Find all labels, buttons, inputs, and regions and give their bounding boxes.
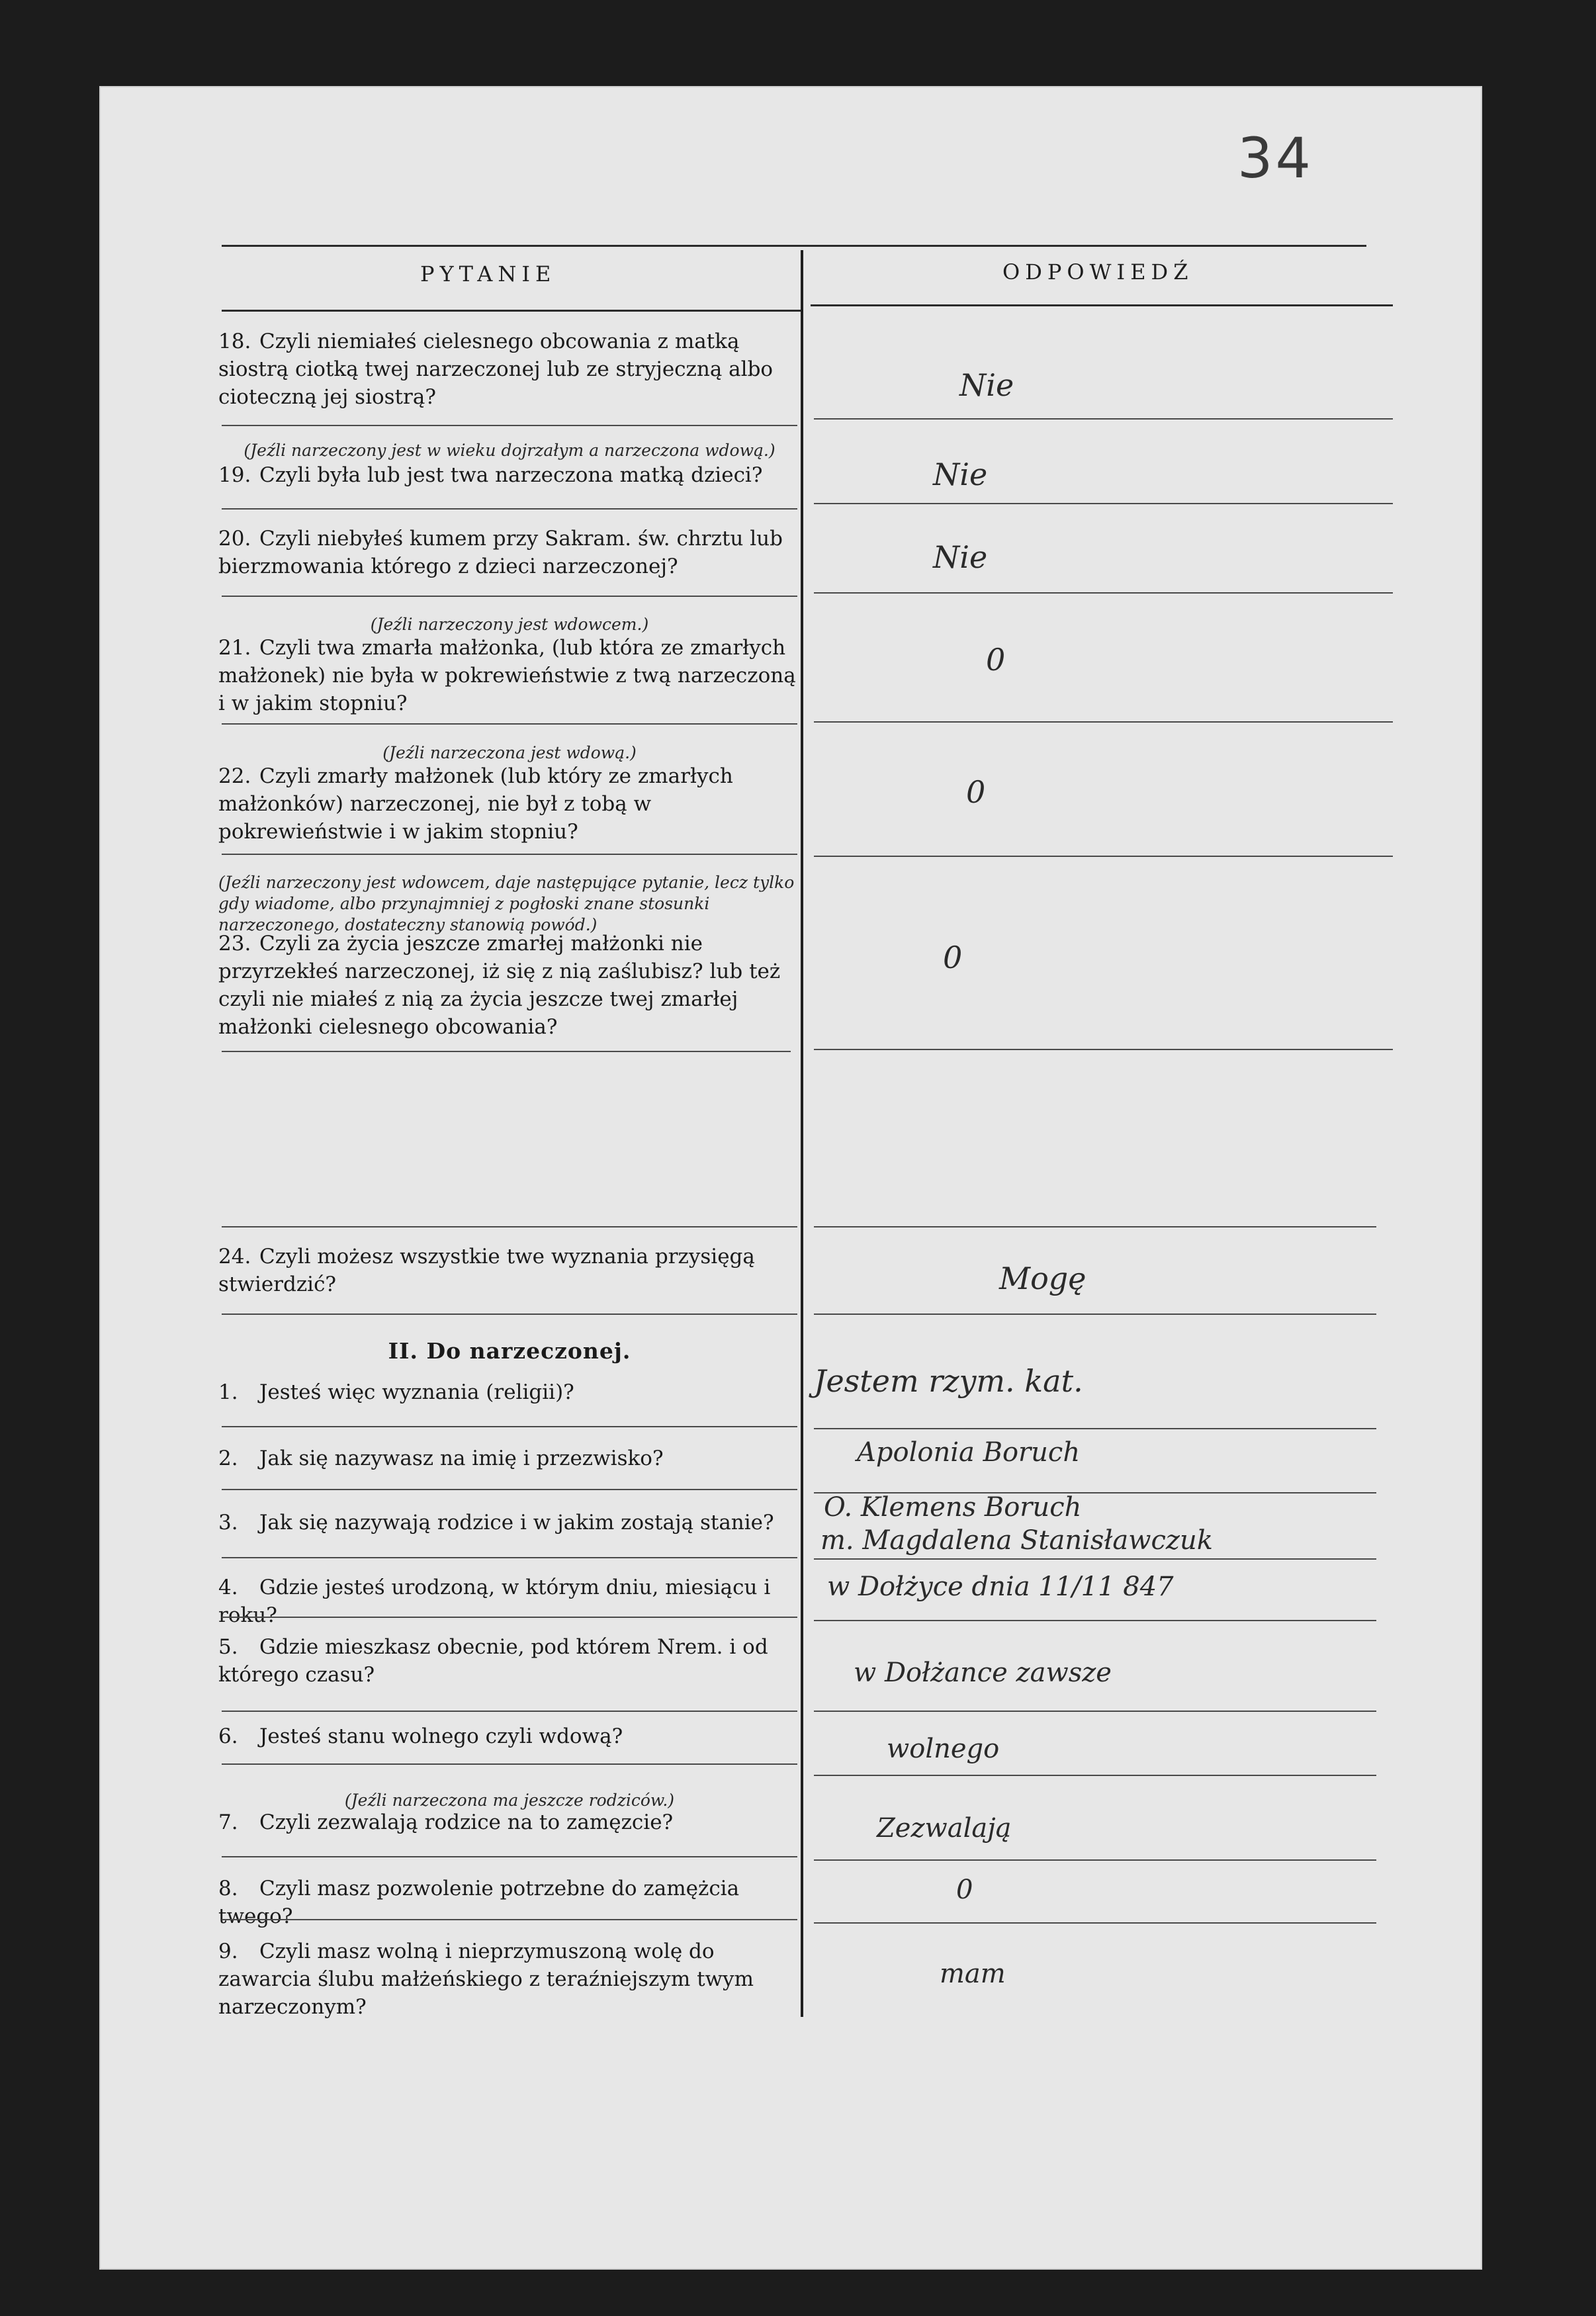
row-rule [814, 1711, 1376, 1712]
row-rule [222, 854, 797, 855]
row-rule [814, 1775, 1376, 1776]
question-text: Czyli zmarły małżonek (lub który ze zmarłych małżonków) narzeczonej, nie był z tobą w pokrewieństwie i w jakim stopniu? [218, 764, 733, 844]
answer-ii-3-mother: m. Magdalena Stanisławczuk [820, 1525, 1213, 1556]
row-rule [222, 1856, 797, 1857]
question-number: 23. [218, 932, 251, 956]
row-rule [222, 1557, 797, 1558]
question-number: 8. [218, 1877, 238, 1900]
row-rule [814, 1314, 1376, 1315]
question-text: Gdzie jesteś urodzoną, w którym dniu, miesiącu i roku? [218, 1576, 771, 1627]
question-text: Jak się nazywają rodzice i w jakim zostają stanie? [259, 1511, 774, 1535]
answer-ii-5: w Dołżance zawsze [854, 1658, 1112, 1688]
answer-ii-9: mam [940, 1959, 1006, 1989]
question-ii-7-note: (Jeźli narzeczona ma jeszcze rodziców.) [344, 1791, 675, 1810]
row-rule [222, 596, 797, 597]
answer-20: Nie [933, 539, 988, 575]
header-top-rule [222, 245, 1366, 247]
question-ii-3 [218, 1509, 801, 1537]
question-text: Czyli za życia jeszcze zmarłej małżonki nie przyrzekłeś narzeczonej, iż się z nią zaślubisz? lub też czyli nie miałeś z nią za życia jeszcze twej zmarłej małżonki cielesnego obcowania? [218, 932, 781, 1039]
question-text: Czyli była lub jest twa narzeczona matką dzieci? [259, 463, 763, 487]
question-ii-9 [218, 1937, 801, 2021]
answer-column-header: ODPOWIEDŹ [1002, 259, 1194, 285]
question-number: 1. [218, 1380, 238, 1404]
row-rule [222, 1051, 791, 1052]
question-number: 2. [218, 1447, 238, 1470]
question-number: 22. [218, 764, 251, 788]
question-text: Gdzie mieszkasz obecnie, pod którem Nrem. i od którego czasu? [218, 1635, 768, 1687]
row-rule [814, 503, 1393, 504]
answer-ii-4: w Dołżyce dnia 11/11 847 [827, 1572, 1174, 1602]
row-rule [814, 1428, 1376, 1429]
question-21 [218, 634, 801, 717]
question-19 [218, 461, 801, 489]
answer-21: 0 [986, 642, 1006, 678]
question-number: 5. [218, 1635, 238, 1659]
row-rule [814, 1859, 1376, 1861]
question-number: 3. [218, 1511, 238, 1535]
column-divider [801, 250, 803, 2017]
row-rule [814, 1558, 1376, 1560]
answer-24: Mogę [999, 1261, 1086, 1296]
question-22-note: (Jeźli narzeczona jest wdową.) [382, 743, 637, 762]
question-ii-1 [218, 1378, 801, 1406]
row-rule [814, 1049, 1393, 1050]
header-bottom-rule-left [222, 310, 801, 312]
question-number: 19. [218, 463, 251, 487]
question-20 [218, 525, 801, 580]
question-text: Czyli zezwalają rodzice na to zamęzcie? [259, 1810, 674, 1834]
question-number: 4. [218, 1576, 238, 1599]
question-23-note: (Jeźli narzeczony jest wdowcem, daje następujące pytanie, lecz tylko gdy wiadome, albo przynajmniej z pogłoski znane stosunki narzeczonego, dostateczny stanowią powód.) [218, 873, 795, 934]
question-text: Czyli masz pozwolenie potrzebne do zamężcia twego? [218, 1877, 740, 1928]
question-ii-5 [218, 1633, 801, 1689]
question-19-note: (Jeźli narzeczony jest w wieku dojrzałym a narzeczona wdową.) [244, 441, 776, 460]
question-number: 24. [218, 1245, 251, 1269]
question-text: Jesteś stanu wolnego czyli wdową? [259, 1724, 623, 1748]
question-ii-7 [218, 1808, 801, 1836]
answer-ii-6: wolnego [887, 1734, 1000, 1764]
question-number: 18. [218, 330, 251, 353]
row-rule [222, 1919, 797, 1920]
question-text: Jesteś więc wyznania (religii)? [259, 1380, 574, 1404]
row-rule [814, 1226, 1376, 1227]
row-rule [814, 1922, 1376, 1924]
answer-22: 0 [966, 774, 986, 810]
answer-ii-2: Apolonia Boruch [857, 1437, 1081, 1468]
row-rule [814, 418, 1393, 420]
row-rule [814, 856, 1393, 857]
answer-18: Nie [959, 367, 1014, 403]
question-18 [218, 328, 801, 411]
answer-ii-8: 0 [956, 1875, 973, 1905]
row-rule [814, 592, 1393, 594]
question-text: Czyli niebyłeś kumem przy Sakram. św. chrztu lub bierzmowania którego z dzieci narzeczonej? [218, 527, 783, 578]
answer-23: 0 [943, 940, 963, 975]
row-rule [222, 1763, 797, 1765]
row-rule [222, 1226, 797, 1227]
question-text: Czyli twa zmarła małżonka, (lub która ze zmarłych małżonek) nie była w pokrewieństwie z twą narzeczoną i w jakim stopniu? [218, 636, 796, 715]
row-rule [222, 425, 797, 426]
row-rule [814, 721, 1393, 723]
question-number: 20. [218, 527, 251, 551]
answer-ii-1: Jestem rzym. kat. [814, 1363, 1083, 1399]
page-number: 34 [1237, 126, 1313, 191]
question-ii-8 [218, 1875, 801, 1930]
row-rule [222, 723, 797, 725]
question-23 [218, 930, 801, 1041]
question-text: Czyli możesz wszystkie twe wyznania przysięgą stwierdzić? [218, 1245, 755, 1296]
row-rule [814, 1620, 1376, 1621]
question-24 [218, 1243, 801, 1298]
question-number: 7. [218, 1810, 238, 1834]
row-rule [222, 1711, 797, 1712]
answer-ii-7: Zezwalają [877, 1813, 1012, 1844]
row-rule [222, 1489, 797, 1490]
question-21-note: (Jeźli narzeczony jest wdowcem.) [370, 615, 649, 634]
question-text: Czyli niemiałeś cielesnego obcowania z matką siostrą ciotką twej narzeczonej lub ze stryjeczną albo cioteczną jej siostrą? [218, 330, 774, 409]
answer-19: Nie [933, 457, 988, 492]
answer-ii-3-father: O. Klemens Boruch [824, 1492, 1082, 1523]
row-rule [222, 1314, 797, 1315]
question-number: 6. [218, 1724, 238, 1748]
row-rule [222, 508, 797, 510]
question-ii-4 [218, 1574, 801, 1629]
question-22 [218, 762, 801, 846]
section-title: II. Do narzeczonej. [388, 1338, 631, 1364]
question-number: 9. [218, 1939, 238, 1963]
row-rule [222, 1617, 797, 1618]
question-ii-2 [218, 1445, 801, 1472]
row-rule [222, 1426, 797, 1427]
question-text: Jak się nazywasz na imię i przezwisko? [259, 1447, 664, 1470]
question-text: Czyli masz wolną i nieprzymuszoną wolę do zawarcia ślubu małżeńskiego z teraźniejszym twym narzeczonym? [218, 1939, 754, 2019]
header-bottom-rule-right [811, 304, 1393, 306]
question-column-header: PYTANIE [420, 261, 556, 287]
question-ii-6 [218, 1722, 801, 1750]
question-number: 21. [218, 636, 251, 660]
